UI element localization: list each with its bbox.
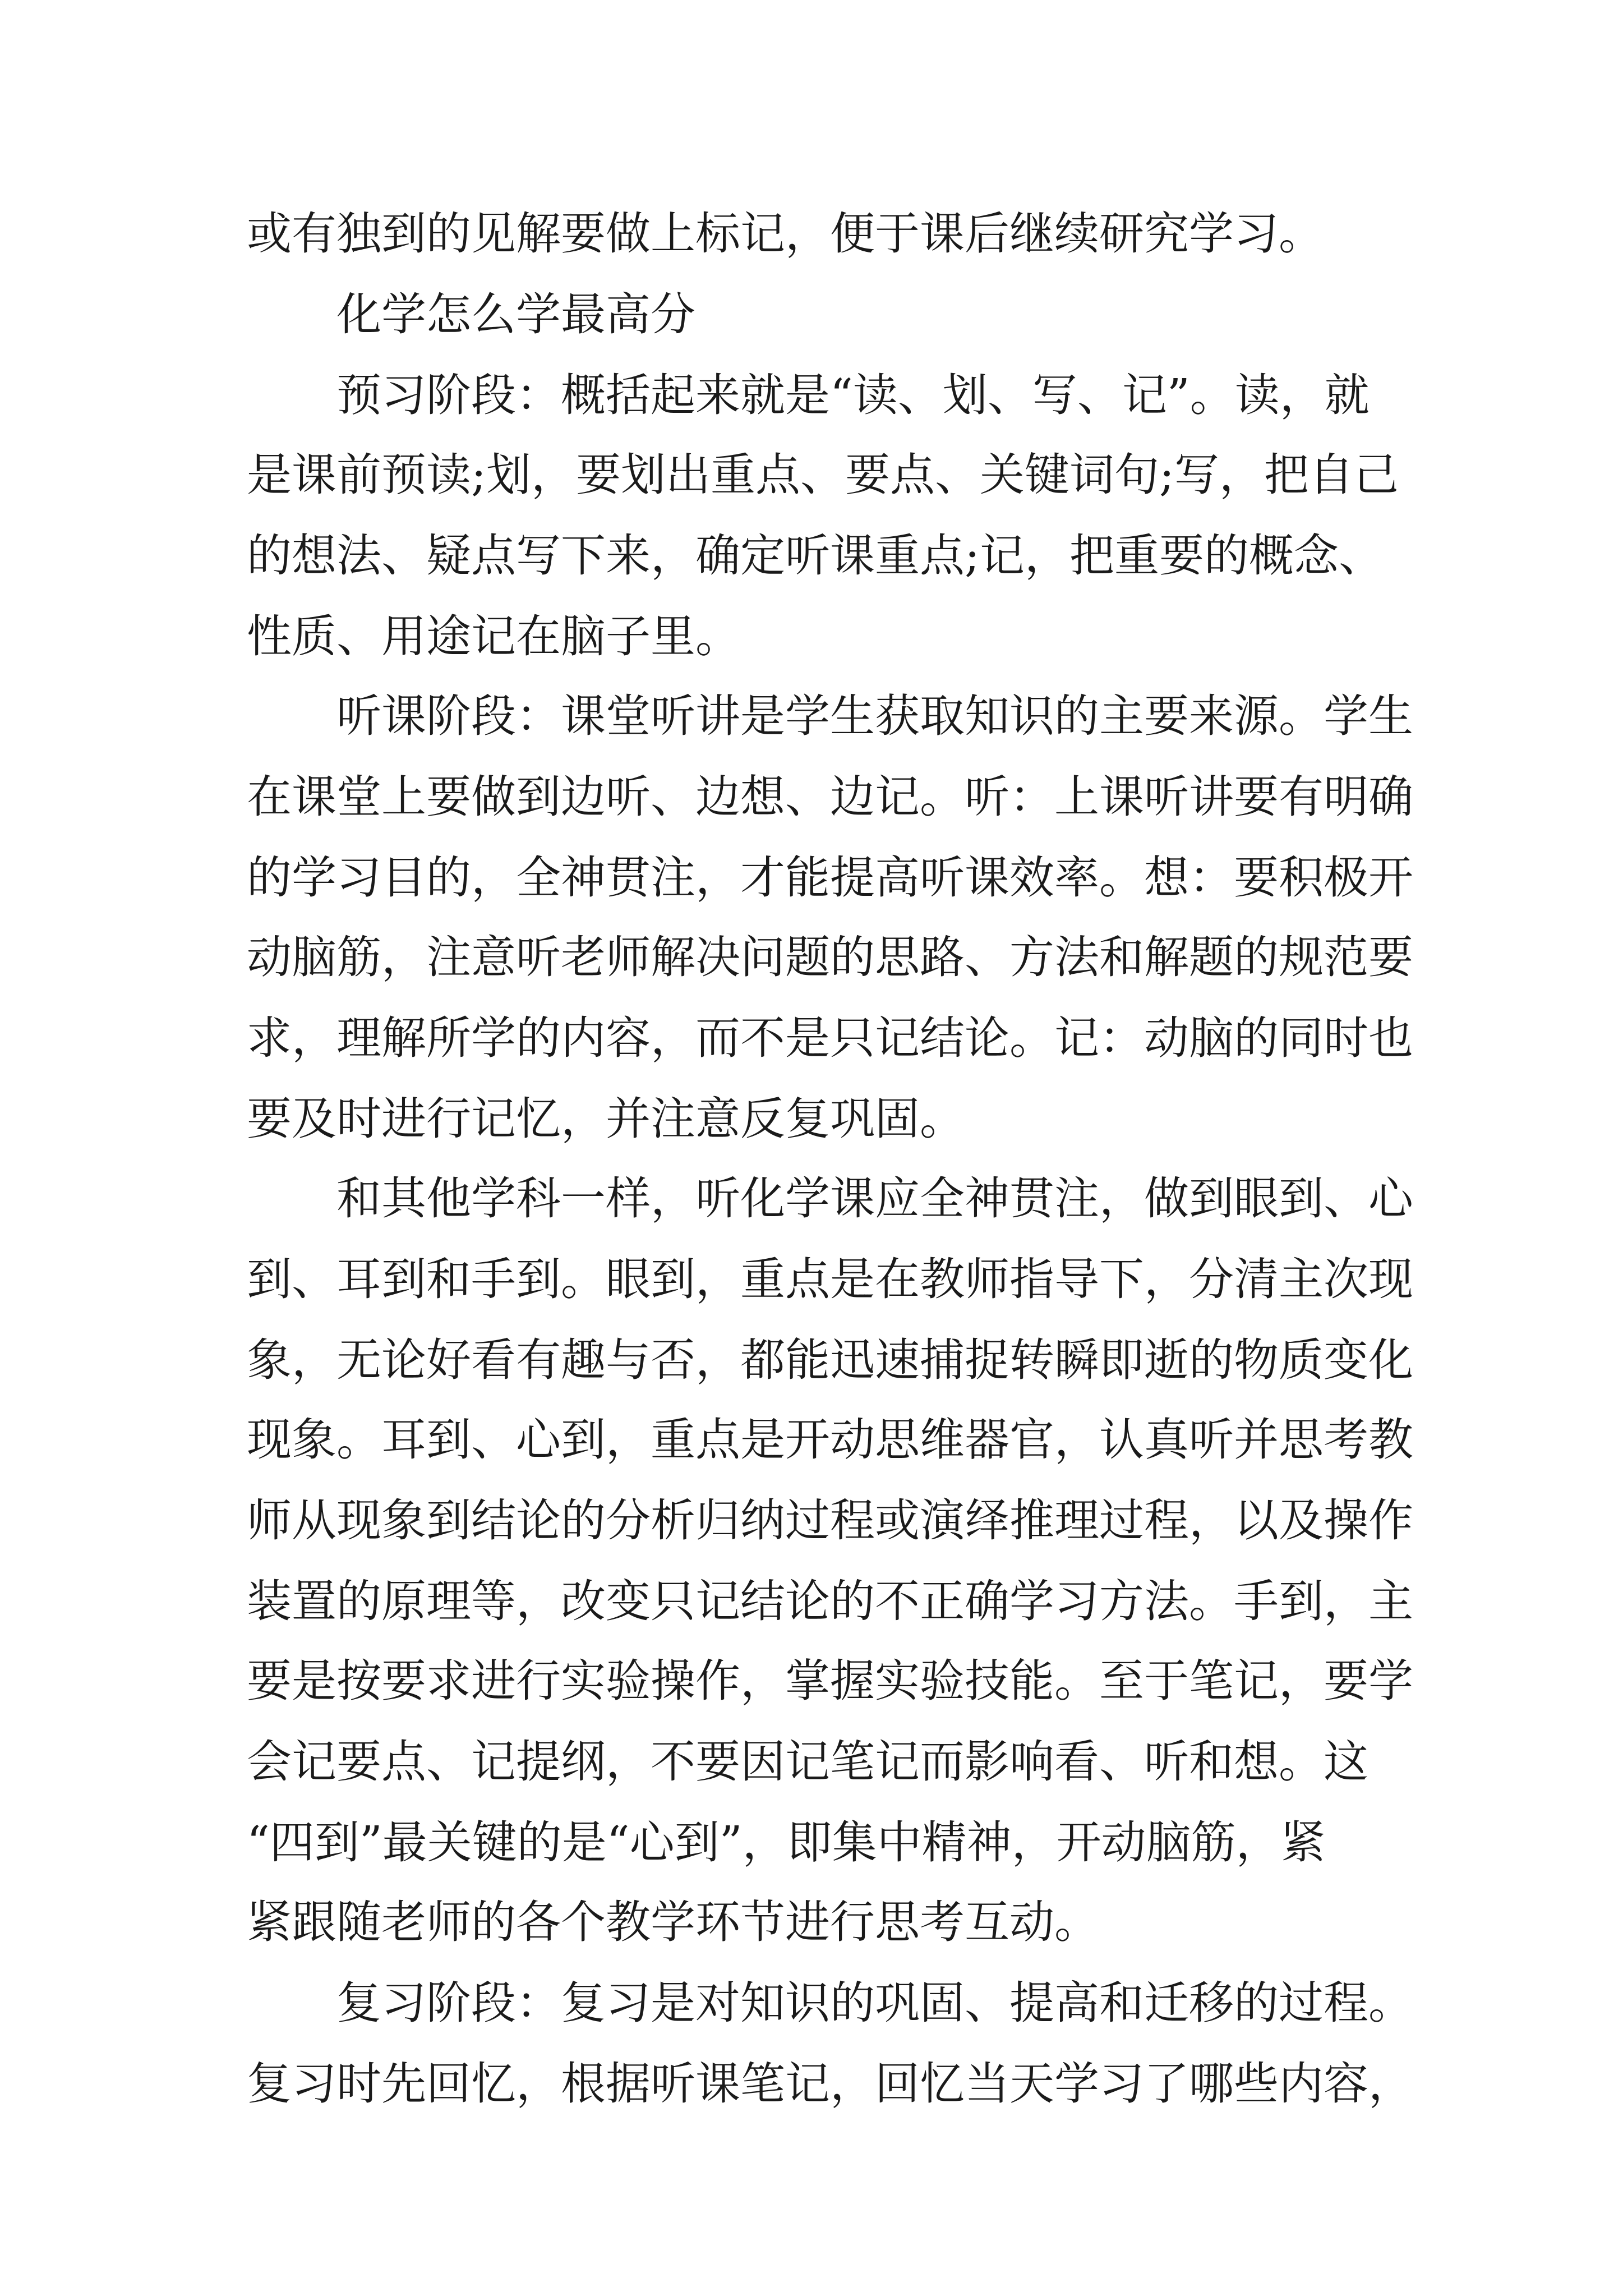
text-line: 求，理解所学的内容，而不是只记结论。记：动脑的同时也 xyxy=(247,1012,1413,1064)
text-line: 到、耳到和手到。眼到，重点是在教师指导下，分清主次现 xyxy=(247,1253,1413,1305)
text-line: 象，无论好看有趣与否，都能迅速捕捉转瞬即逝的物质变化 xyxy=(247,1334,1413,1386)
text-line: 复习时先回忆，根据听课笔记，回忆当天学习了哪些内容， xyxy=(247,2058,1413,2110)
text-line: 听课阶段：课堂听讲是学生获取知识的主要来源。学生 xyxy=(336,690,1413,742)
text-line: 现象。耳到、心到，重点是开动思维器官，认真听并思考教 xyxy=(247,1414,1413,1466)
text-line: “四到”最关键的是“心到”，即集中精神，开动脑筋，紧 xyxy=(247,1816,1326,1869)
text-line: 装置的原理等，改变只记结论的不正确学习方法。手到，主 xyxy=(247,1575,1413,1627)
text-line: 和其他学科一样，听化学课应全神贯注，做到眼到、心 xyxy=(336,1172,1413,1225)
text-line: 要及时进行记忆，并注意反复巩固。 xyxy=(247,1093,965,1145)
text-line: 要是按要求进行实验操作，掌握实验技能。至于笔记，要学 xyxy=(247,1655,1413,1707)
text-line: 的想法、疑点写下来，确定听课重点;记，把重要的概念、 xyxy=(247,530,1384,582)
text-line: 是课前预读;划，要划出重点、要点、关键词句;写，把自己 xyxy=(247,449,1399,501)
text-line: 的学习目的，全神贯注，才能提高听课效率。想：要积极开 xyxy=(247,852,1413,904)
text-line: 在课堂上要做到边听、边想、边记。听：上课听讲要有明确 xyxy=(247,771,1413,823)
text-line: 预习阶段：概括起来就是“读、划、写、记”。读，就 xyxy=(336,369,1370,421)
text-line: 动脑筋，注意听老师解决问题的思路、方法和解题的规范要 xyxy=(247,931,1413,983)
text-line: 或有独到的见解要做上标记，便于课后继续研究学习。 xyxy=(247,208,1324,260)
text-line: 师从现象到结论的分析归纳过程或演绎推理过程，以及操作 xyxy=(247,1494,1413,1547)
text-line: 会记要点、记提纲，不要因记笔记而影响看、听和想。这 xyxy=(247,1736,1368,1788)
text-line: 紧跟随老师的各个教学环节进行思考互动。 xyxy=(247,1896,1099,1948)
text-line: 复习阶段：复习是对知识的巩固、提高和迁移的过程。 xyxy=(336,1977,1413,2029)
section-heading: 化学怎么学最高分 xyxy=(336,288,695,341)
text-line: 性质、用途记在脑子里。 xyxy=(247,610,740,662)
